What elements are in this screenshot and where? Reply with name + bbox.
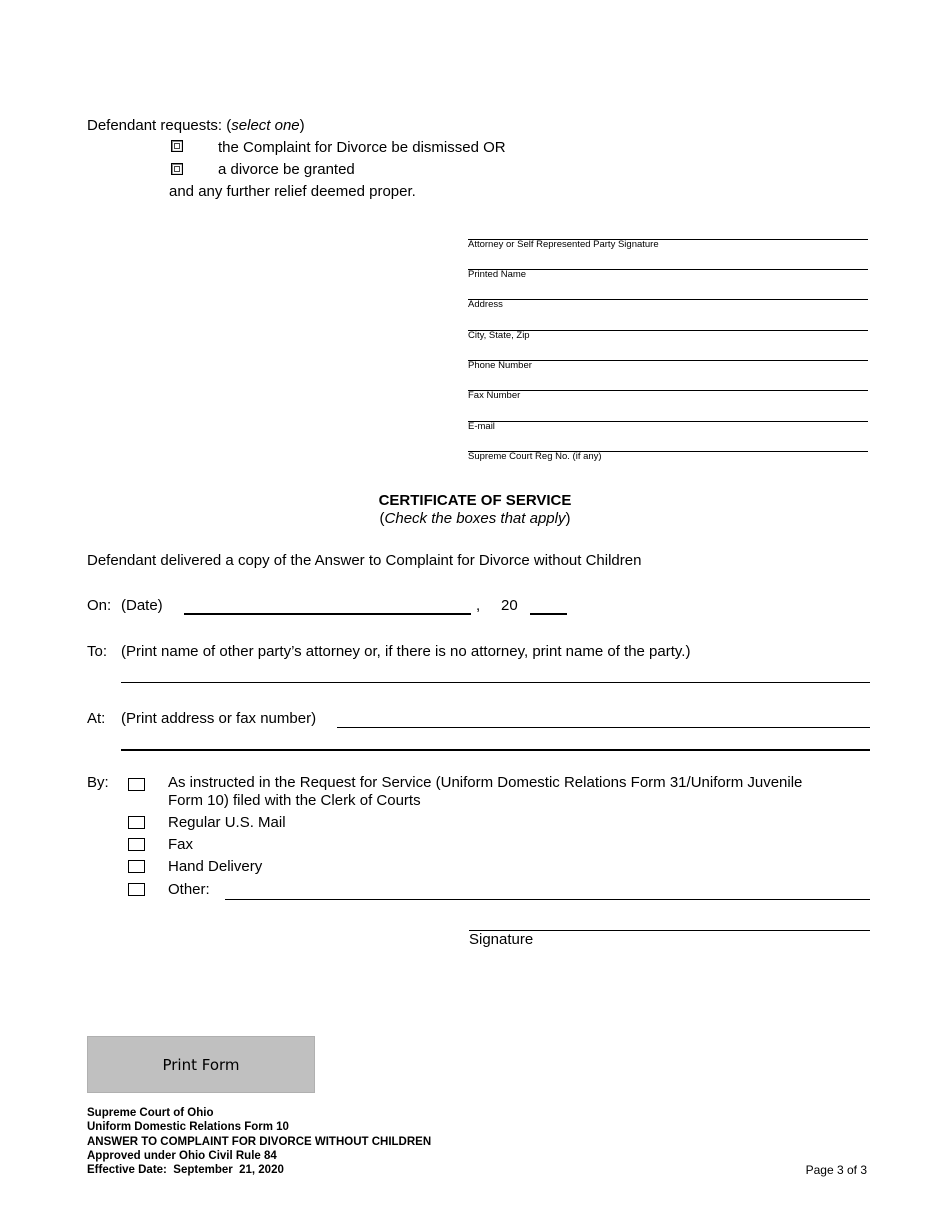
delivered-statement: Defendant delivered a copy of the Answer to Complaint for Divorce without Children [87,552,642,569]
option-grant-label: a divorce be granted [218,161,355,178]
at-instruction: (Print address or fax number) [121,710,317,727]
city-state-zip-label: City, State, Zip [468,330,530,341]
option-dismiss-label: the Complaint for Divorce be dismissed OR [218,139,506,156]
fax-field[interactable] [468,390,868,391]
email-field[interactable] [468,421,868,422]
footer-form-title: ANSWER TO COMPLAINT FOR DIVORCE WITHOUT CHILDREN [87,1136,432,1148]
hand-delivery-label: Hand Delivery [168,858,263,875]
email-label: E-mail [468,421,495,432]
footer-form-number: Uniform Domestic Relations Form 10 [87,1121,289,1133]
by-label: By: [87,774,109,791]
printed-name-field[interactable] [468,269,868,270]
on-label: On: [87,597,112,614]
relief-text: and any further relief deemed proper. [169,183,416,200]
other-method-field[interactable] [225,899,870,900]
fax-method-label: Fax [168,836,194,853]
grant-checkbox[interactable] [171,163,183,175]
at-label: At: [87,710,106,727]
date-label: (Date) [121,597,163,614]
hand-delivery-checkbox[interactable] [128,860,145,873]
certificate-signature-label: Signature [469,931,534,948]
request-for-service-label: As instructed in the Request for Service (Uniform Domestic Relations Form 31/Uniform Juvenile [168,774,803,791]
fax-checkbox[interactable] [128,838,145,851]
phone-label: Phone Number [468,360,532,371]
to-instruction: (Print name of other party’s attorney or, if there is no attorney, print name of the party.) [121,643,691,660]
requests-intro: Defendant requests: (select one) [87,117,305,134]
regular-mail-checkbox[interactable] [128,816,145,829]
address-fax-field[interactable] [337,727,870,728]
recipient-name-field[interactable] [121,682,870,683]
other-label: Other: [168,881,210,898]
year-field[interactable] [530,613,567,615]
date-field[interactable] [184,613,471,615]
reg-no-label: Supreme Court Reg No. (if any) [468,451,602,462]
fax-label: Fax Number [468,390,521,401]
footer-effective-date: Effective Date: September 21, 2020 [87,1164,284,1176]
certificate-subtitle: (Check the boxes that apply) [379,510,571,527]
address-field[interactable] [468,299,868,300]
dismiss-checkbox[interactable] [171,140,183,152]
request-for-service-label-cont: Form 10) filed with the Clerk of Courts [168,792,421,809]
signature-field-label: Attorney or Self Represented Party Signature [468,239,659,250]
page-number: Page 3 of 3 [805,1163,867,1177]
certificate-title: CERTIFICATE OF SERVICE [378,492,572,509]
request-for-service-checkbox[interactable] [128,778,145,791]
print-form-button[interactable]: Print Form [87,1036,315,1093]
regular-mail-label: Regular U.S. Mail [168,814,286,831]
footer-court: Supreme Court of Ohio [87,1107,214,1119]
year-prefix: 20 [501,597,518,614]
date-comma: , [476,597,481,614]
printed-name-label: Printed Name [468,269,527,280]
address-fax-field-line-2[interactable] [121,749,870,751]
to-label: To: [87,643,108,660]
address-label: Address [468,299,503,310]
footer-approval: Approved under Ohio Civil Rule 84 [87,1150,277,1162]
other-checkbox[interactable] [128,883,145,896]
